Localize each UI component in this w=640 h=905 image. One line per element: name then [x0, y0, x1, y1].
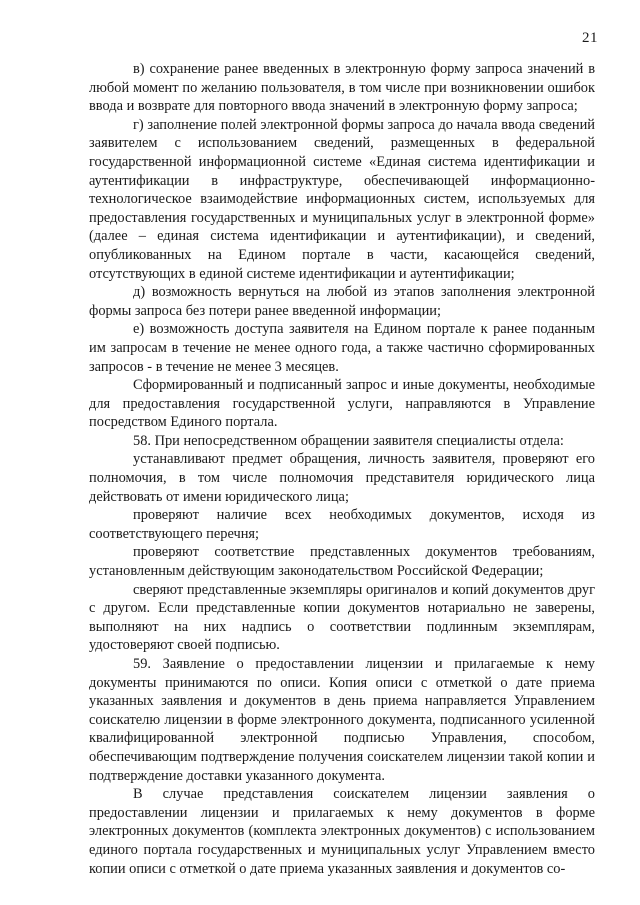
- paragraph-58-check-compliance: проверяют соответствие представленных документов требованиям, установленным действующим законодательством Российской Федерации;: [89, 544, 595, 580]
- body-text: [89, 60, 595, 878]
- paragraph-e: е) возможность доступа заявителя на Едином портале к ранее поданным им запросам в течение не менее одного года, а также частично сформированных запросов - в течение не менее 3 месяцев.: [89, 321, 595, 375]
- page-number: 21: [582, 30, 598, 46]
- paragraph-submission: Сформированный и подписанный запрос и иные документы, необходимые для предоставления государственной услуги, направляются в Управление посредством Единого портала.: [89, 377, 595, 431]
- paragraph-59-electronic: В случае представления соискателем лицензии заявления о предоставлении лицензии и прилагаемых к нему документов в форме электронных документов (комплекта электронных документов) с использованием единого портала государственных и муниципальных услуг Управлением вместо копии описи с отметкой о дате приема указанных заявления и документов со-: [89, 786, 595, 877]
- paragraph-59: 59. Заявление о предоставлении лицензии и прилагаемые к нему документы принимаются по описи. Копия описи с отметкой о дате приема указанных заявления и документов в день приема направляется Управлением соискателю лицензии в форме электронного документа, подписанного усиленной квалифицированной электронной подписью Управления, способом, обеспечивающим подтверждение получения соискателем лицензии такой копии и подтверждение доставки указанного документа.: [89, 656, 595, 784]
- paragraph-58-establish: устанавливают предмет обращения, личность заявителя, проверяют его полномочия, в том числе полномочия представителя юридического лица действовать от имени юридического лица;: [89, 451, 595, 505]
- paragraph-g: г) заполнение полей электронной формы запроса до начала ввода сведений заявителем с использованием сведений, размещенных в федеральной государственной информационной системе «Единая система идентификации и аутентификации в инфраструктуре, обеспечивающей информационно-технологическое взаимодействие информационных систем, используемых для предоставления государственных и муниципальных услуг в электронной форме» (далее – единая система идентификации и аутентификации), и сведений, опубликованных на Едином портале в части, касающейся сведений, отсутствующих в единой системе идентификации и аутентификации;: [89, 116, 595, 282]
- paragraph-d: д) возможность вернуться на любой из этапов заполнения электронной формы запроса без потери ранее введенной информации;: [89, 284, 595, 319]
- paragraph-58-verify-copies: сверяют представленные экземпляры оригиналов и копий документов друг с другом. Если представленные копии документов нотариально не заверены, выполняют на них надпись о соответствии подлинным экземплярам, удостоверяют своей подписью.: [89, 581, 595, 654]
- paragraph-58: 58. При непосредственном обращении заявителя специалисты отдела:: [133, 432, 564, 449]
- paragraph-58-check-presence: проверяют наличие всех необходимых документов, исходя из соответствующего перечня;: [89, 507, 595, 542]
- paragraph-v: в) сохранение ранее введенных в электронную форму запроса значений в любой момент по желанию пользователя, в том числе при возникновении ошибок ввода и возврате для повторного ввода значений в электронную форму запроса;: [89, 61, 595, 115]
